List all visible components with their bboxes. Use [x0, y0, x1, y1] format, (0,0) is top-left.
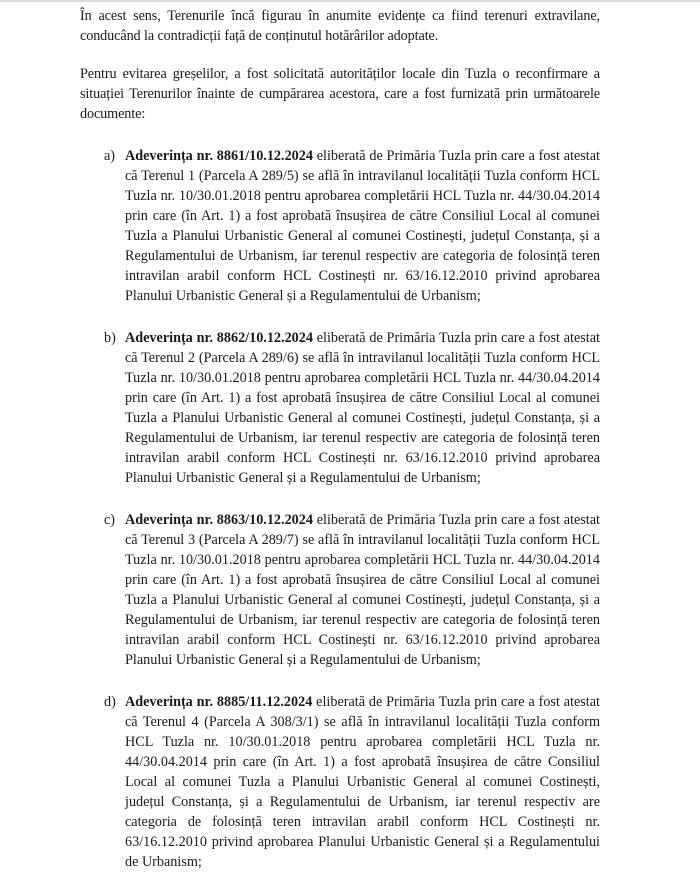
certificate-title: Adeverința nr. 8861/10.12.2024	[125, 148, 313, 164]
list-marker: a)	[104, 148, 116, 164]
certificate-description: eliberată de Primăria Tuzla prin care a fost atestat că Terenul 4 (Parcela A 308/3/1) se află în intravilanul localității Tuzla conform HCL Tuzla nr. 10/30.01.2018 pentru aprobarea completării HCL Tuzla nr. 44/30.04.2014 prin care (în Art. 1) a fost aprobată însușirea de către Consiliul Local al comunei Tuzla a Planului Urbanistic General al comunei Costinești, județul Constanța, și a Regulamentului de Urbanism, iar terenul respectiv are categoria de folosință teren intravilan arabil conform HCL Costinești nr. 63/16.12.2010 privind aprobarea Planului Urbanistic General și a Regulamentului de Urbanism;	[125, 694, 600, 870]
list-item-d	[80, 692, 600, 872]
page-top-border	[0, 0, 700, 2]
list-item-c	[80, 510, 600, 670]
list-item-text	[125, 692, 600, 872]
request-paragraph: Pentru evitarea greșelilor, a fost solicitată autorităților locale din Tuzla o reconfirmare a situației Terenurilor înainte de cumpărarea acestora, care a fost furnizată prin următoarele documente:	[80, 66, 600, 122]
list-marker: b)	[104, 330, 116, 346]
list-item-text	[125, 510, 600, 670]
list-marker: d)	[104, 694, 116, 710]
certificate-description: eliberată de Primăria Tuzla prin care a fost atestat că Terenul 3 (Parcela A 289/7) se află în intravilanul localității Tuzla conform HCL Tuzla nr. 10/30.01.2018 pentru aprobarea completării HCL Tuzla nr. 44/30.04.2014 prin care (în Art. 1) a fost aprobată însușirea de către Consiliul Local al comunei Tuzla a Planului Urbanistic General al comunei Costinești, județul Constanța, și a Regulamentului de Urbanism, iar terenul respectiv are categoria de folosință teren intravilan arabil conform HCL Costinești nr. 63/16.12.2010 privind aprobarea Planului Urbanistic General și a Regulamentului de Urbanism;	[125, 512, 600, 668]
documents-list	[80, 146, 600, 872]
certificate-description: eliberată de Primăria Tuzla prin care a fost atestat că Terenul 1 (Parcela A 289/5) se află în intravilanul localității Tuzla conform HCL Tuzla nr. 10/30.01.2018 pentru aprobarea completării HCL Tuzla nr. 44/30.04.2014 prin care (în Art. 1) a fost aprobată însușirea de către Consiliul Local al comunei Tuzla a Planului Urbanistic General al comunei Costinești, județul Constanța, și a Regulamentului de Urbanism, iar terenul respectiv are categoria de folosință teren intravilan arabil conform HCL Costinești nr. 63/16.12.2010 privind aprobarea Planului Urbanistic General și a Regulamentului de Urbanism;	[125, 148, 600, 304]
list-item-text	[125, 328, 600, 488]
certificate-title: Adeverința nr. 8863/10.12.2024	[125, 512, 313, 528]
list-item-a	[80, 146, 600, 306]
certificate-description: eliberată de Primăria Tuzla prin care a fost atestat că Terenul 2 (Parcela A 289/6) se află în intravilanul localității Tuzla conform HCL Tuzla nr. 10/30.01.2018 pentru aprobarea completării HCL Tuzla nr. 44/30.04.2014 prin care (în Art. 1) a fost aprobată însușirea de către Consiliul Local al comunei Tuzla a Planului Urbanistic General al comunei Costinești, județul Constanța, și a Regulamentului de Urbanism, iar terenul respectiv are categoria de folosință teren intravilan arabil conform HCL Costinești nr. 63/16.12.2010 privind aprobarea Planului Urbanistic General și a Regulamentului de Urbanism;	[125, 330, 600, 486]
certificate-title: Adeverința nr. 8885/11.12.2024	[125, 694, 313, 710]
list-item-b	[80, 328, 600, 488]
document-page	[80, 6, 600, 894]
list-item-text	[125, 146, 600, 306]
intro-paragraph: În acest sens, Terenurile încă figurau în anumite evidențe ca fiind terenuri extravilane, conducând la contradicții față de conținutul hotărârilor adoptate.	[80, 8, 600, 44]
certificate-title: Adeverința nr. 8862/10.12.2024	[125, 330, 313, 346]
list-marker: c)	[104, 512, 116, 528]
